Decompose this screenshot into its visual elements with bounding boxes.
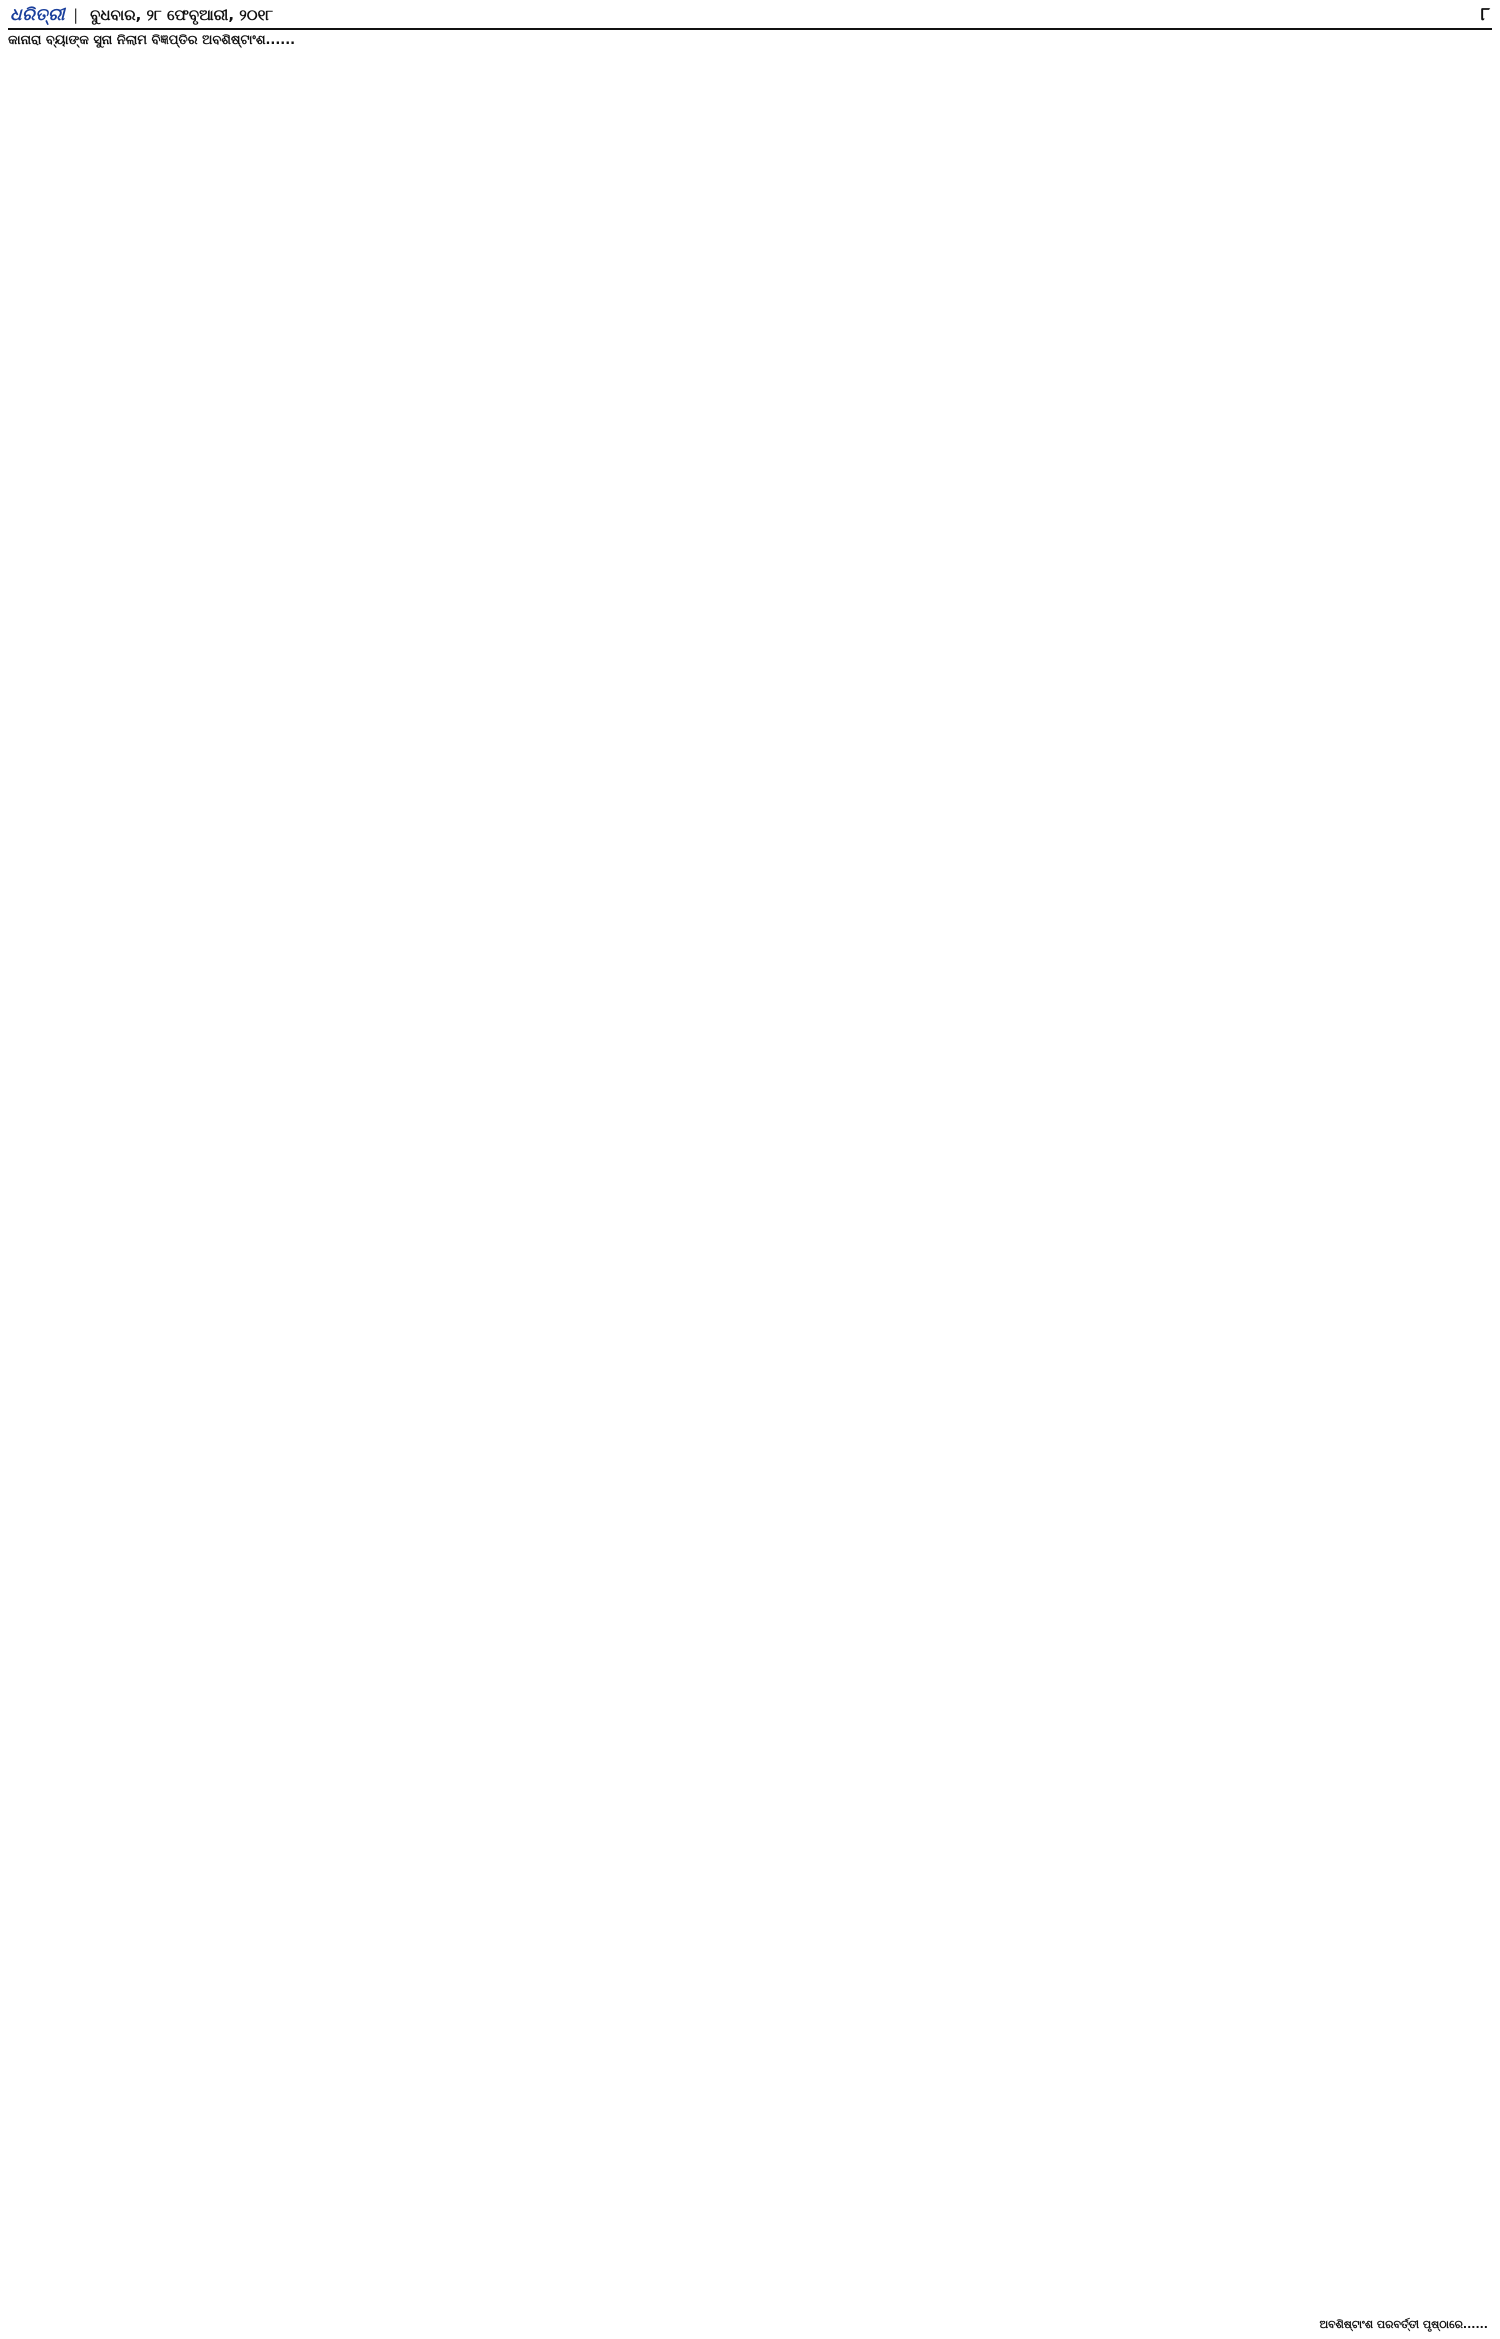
dateline: ବୁଧବାର, ୨୮ ଫେବୃଆରୀ, ୨୦୧୮: [90, 6, 274, 24]
newspaper-logo: ଧରିତ୍ରୀ: [10, 5, 66, 25]
masthead-separator: |: [73, 6, 79, 24]
continued-note: ଅବଶିଷ୍ଟାଂଶ ପରବର୍ତ୍ତୀ ପୃଷ୍ଠାରେ......: [1319, 2318, 1488, 2331]
page-number: ୮: [1480, 4, 1490, 25]
masthead: [8, 4, 1492, 30]
notice-heading: କାନାରା ବ୍ୟାଙ୍କ ସୁନା ନିଲାମ ବିଜ୍ଞପ୍ତିର ଅବଶିଷ୍ଟାଂଶ......: [8, 33, 296, 48]
